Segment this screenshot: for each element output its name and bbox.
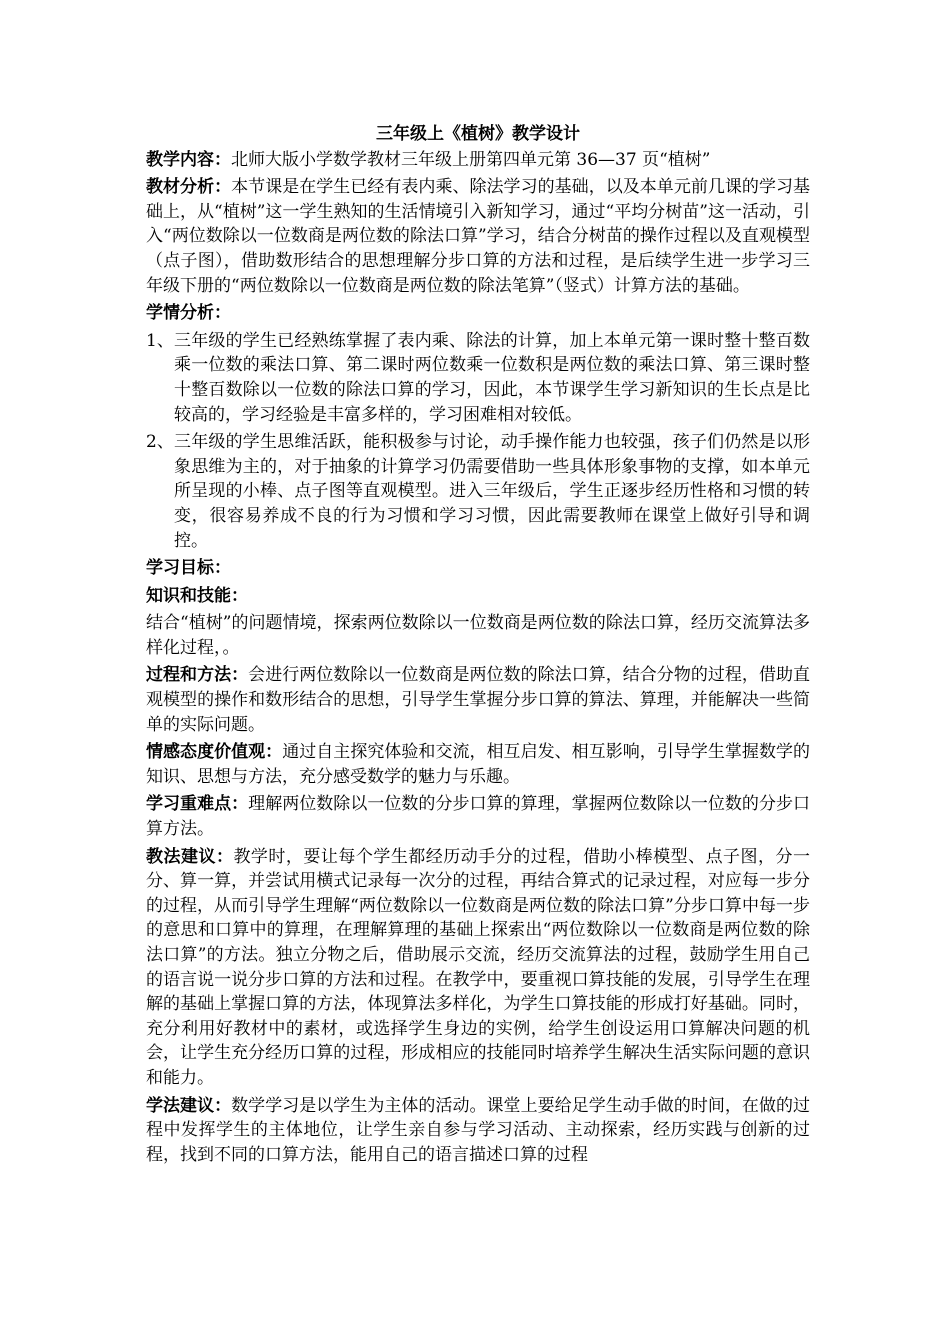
learning-suggestion-label: 学法建议： [146, 1095, 232, 1116]
emotion-values-text: 通过自主探究体验和交流，相互启发、相互影响，引导学生掌握数学的知识、思想与方法，充分感受数学的魅力与乐趣。 [146, 742, 811, 787]
knowledge-skills-heading: 知识和技能： [146, 585, 248, 606]
learning-goals-heading: 学习目标： [146, 558, 231, 579]
list-item-text: 三年级的学生思维活跃，能积极参与讨论，动手操作能力也较强，孩子们仍然是以形象思维为主的，对于抽象的计算学习仍需要借助一些具体形象事物的支撑，如本单元所呈现的小棒、点子图等直观模型。进入三年级后，学生正逐步经历性格和习惯的转变，很容易养成不良的行为习惯和学习习惯，因此需要教师在课堂上做好引导和调控。 [174, 432, 810, 551]
learning-suggestion-text: 数学学习是以学生为主体的活动。课堂上要给足学生动手做的时间，在做的过程中发挥学生的主体地位，让学生亲自参与学习活动、主动探索，经历实践与创新的过程，找到不同的口算方法，能用自己的语言描述口算的过程 [146, 1095, 811, 1165]
key-points-paragraph [146, 792, 810, 841]
process-method-label: 过程和方法： [146, 665, 249, 686]
teaching-content-text: 北师大版小学数学教材三年级上册第四单元第 36—37 页“植树” [231, 149, 711, 170]
key-points-text: 理解两位数除以一位数的分步口算的算理，掌握两位数除以一位数的分步口算方法。 [146, 794, 811, 840]
knowledge-skills-text: 结合“植树”的问题情境，探索两位数除以一位数商是两位数的除法口算，经历交流算法多样化过程，。 [146, 613, 810, 658]
process-method-paragraph [146, 663, 810, 737]
teaching-content-paragraph [146, 148, 810, 173]
material-analysis-text: 本节课是在学生已经有表内乘、除法学习的基础，以及本单元前几课的学习基础上，从“植树”这一学生熟知的生活情境引入新知学习，通过“平均分树苗”这一活动，引入“两位数除以一位数商是两位数的除法口算”学习，结合分树苗的操作过程以及直观模型（点子图），借助数形结合的思想理解分步口算的方法和过程，是后续学生进一步学习三年级下册的“两位数除以一位数商是两位数的除法笔算”（竖式）计算方法的基础。 [146, 177, 811, 296]
emotion-values-label: 情感态度价值观： [146, 742, 283, 763]
student-analysis-item [146, 329, 810, 427]
document-page [146, 122, 810, 1167]
process-method-text: 会进行两位数除以一位数商是两位数的除法口算，结合分物的过程，借助直观模型的操作和数形结合的思想，引导学生掌握分步口算的算法、算理，并能解决一些简单的实际问题。 [146, 665, 811, 735]
teaching-suggestion-label: 教法建议： [146, 846, 234, 867]
student-analysis-heading: 学情分析： [146, 303, 231, 324]
student-analysis-item [146, 430, 810, 553]
key-points-label: 学习重难点： [146, 794, 249, 815]
teaching-suggestion-paragraph [146, 845, 810, 1091]
material-analysis-paragraph [146, 175, 810, 298]
document-title: 三年级上《植树》教学设计 [376, 124, 580, 144]
learning-suggestion-paragraph [146, 1094, 810, 1168]
emotion-values-paragraph [146, 740, 810, 789]
material-analysis-label: 教材分析： [146, 177, 232, 198]
list-item-text: 三年级的学生已经熟练掌握了表内乘、除法的计算，加上本单元第一课时整十整百数乘一位数的乘法口算、第二课时两位数乘一位数积是两位数的乘法口算、第三课时整十整百数除以一位数的除法口算的学习，因此，本节课学生学习新知识的生长点是比较高的，学习经验是丰富多样的，学习困难相对较低。 [174, 330, 810, 425]
teaching-suggestion-text: 教学时，要让每个学生都经历动手分的过程，借助小棒模型、点子图，分一分、算一算，并尝试用横式记录每一次分的过程，再结合算式的记录过程，对应每一步分的过程，从而引导学生理解“两位数除以一位数商是两位数的除法口算”分步口算中每一步的意思和口算中的算理，在理解算理的基础上探索出“两位数除以一位数商是两位数的除法口算”的方法。独立分物之后，借助展示交流，经历交流算法的过程，鼓励学生用自己的语言说一说分步口算的方法和过程。在教学中，要重视口算技能的发展，引导学生在理解的基础上掌握口算的方法，体现算法多样化，为学生口算技能的形成打好基础。同时，充分利用好教材中的素材，或选择学生身边的实例，给学生创设运用口算解决问题的机会，让学生充分经历口算的过程，形成相应的技能同时培养学生解决生活实际问题的意识和能力。 [146, 846, 811, 1088]
list-item-number: 2、 [146, 432, 174, 453]
teaching-content-label: 教学内容： [146, 149, 231, 170]
list-item-number: 1、 [146, 330, 174, 351]
